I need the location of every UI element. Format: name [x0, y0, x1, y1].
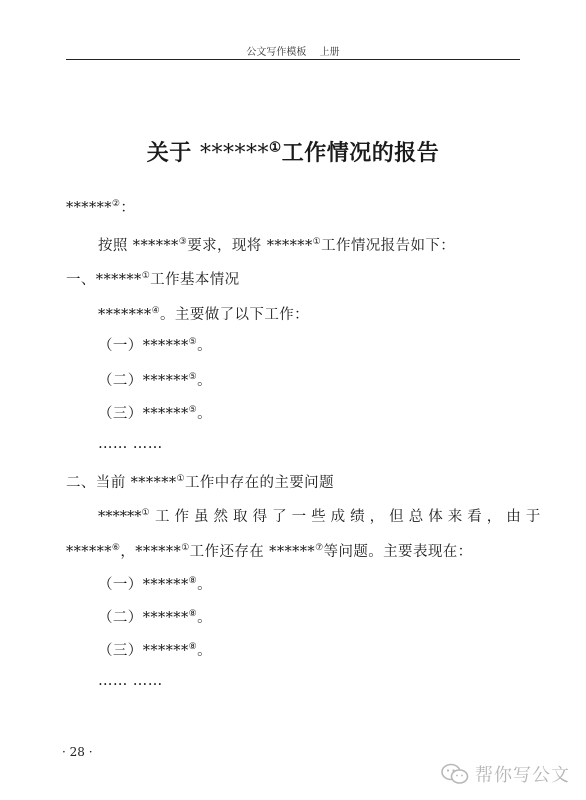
watermark-text: 帮你写公文 [475, 765, 570, 786]
justified-char: 工 [154, 509, 170, 525]
footnote-mark: ① [181, 543, 190, 554]
title-footnote-mark: ① [268, 139, 282, 156]
footnote-mark: ⑥ [111, 543, 121, 554]
line-text: 等问题。主要表现在： [323, 544, 473, 560]
body-line [98, 436, 163, 452]
line-text: 。 [197, 338, 212, 354]
body-line [98, 673, 163, 689]
line-text: 。 [197, 406, 212, 422]
footnote-mark: ① [141, 271, 151, 282]
body-line [98, 402, 212, 423]
footnote-mark: ① [312, 237, 322, 248]
justified-char: 得 [252, 509, 268, 525]
body-line [66, 471, 334, 492]
line-text: 二、当前 ****** [66, 475, 177, 491]
page-number: · 28 · [62, 745, 93, 759]
footnote-mark: ⑦ [315, 543, 324, 554]
body-line [66, 268, 240, 289]
justified-char: 看 [467, 509, 482, 525]
footnote-mark: ⑤ [188, 337, 198, 348]
line-text: 。 [197, 643, 212, 659]
line-text: （二）****** [98, 610, 189, 626]
header-book-title: 公文写作模板 [246, 47, 307, 58]
footnote-mark: ② [111, 199, 121, 210]
running-header [0, 43, 586, 58]
title-prefix: 关于 [146, 140, 200, 166]
footnote-mark: ⑤ [188, 372, 198, 383]
footnote-mark: ⑧ [188, 576, 198, 587]
justified-char: 然 [213, 509, 229, 525]
line-text: （三）****** [98, 643, 189, 659]
watermark [441, 761, 570, 787]
justified-char: 由 [506, 509, 521, 525]
body-line [66, 196, 135, 217]
line-text: ******* [98, 307, 152, 323]
justified-char: 但 [389, 509, 404, 525]
justified-char: ， [369, 509, 385, 525]
line-text: （一）****** [98, 338, 189, 354]
body-line [98, 573, 212, 594]
line-text: 工作还存在 ****** [189, 544, 316, 560]
justified-char: 体 [428, 509, 443, 525]
line-text: 。 [197, 373, 212, 389]
line-text: 按照 ****** [98, 238, 179, 254]
justified-char: 一 [291, 509, 307, 525]
justified-char: 些 [311, 509, 326, 525]
body-line [98, 303, 309, 324]
justified-char: 成 [330, 509, 346, 525]
body-line [98, 606, 212, 627]
justified-char: 绩 [350, 509, 365, 525]
body-line [98, 234, 455, 255]
justified-char: 于 [525, 509, 541, 525]
justified-char: ， [486, 509, 502, 525]
footnote-mark: ③ [178, 237, 188, 248]
header-volume: 上册 [319, 47, 340, 58]
line-text: 。 [197, 577, 212, 593]
justified-char: 作 [174, 509, 189, 525]
line-text: ****** [66, 200, 112, 216]
wechat-icon [441, 763, 469, 785]
line-text: 工作中存在的主要问题 [184, 475, 334, 491]
footnote-mark: ④ [151, 306, 161, 317]
line-text: （二）****** [98, 373, 189, 389]
justified-line-mark: ① [141, 508, 150, 519]
line-text: 一、****** [66, 272, 142, 288]
title-suffix: 工作情况的报告 [281, 140, 440, 166]
justified-char: 来 [447, 509, 463, 525]
footnote-mark: ⑤ [188, 405, 198, 416]
line-text: 要求，现将 ****** [187, 238, 313, 254]
title-mask: ****** [199, 141, 269, 166]
line-text: …… …… [98, 436, 163, 452]
line-text: 。 [197, 610, 212, 626]
line-text: ： [120, 200, 136, 216]
line-text: 工作基本情况 [150, 272, 240, 288]
body-line [98, 639, 212, 660]
justified-char: 了 [272, 509, 287, 525]
justified-char: 虽 [194, 509, 209, 525]
line-text: 工作情况报告如下： [321, 238, 456, 254]
justified-line-lead: ****** [98, 509, 142, 525]
line-text: ，****** [120, 544, 182, 560]
line-text: ****** [66, 544, 112, 560]
line-text: 。主要做了以下工作： [160, 307, 310, 323]
justified-text-line [98, 505, 541, 526]
line-text: （一）****** [98, 577, 189, 593]
footnote-mark: ① [176, 474, 185, 485]
body-line [66, 540, 473, 561]
body-line [98, 369, 212, 390]
body-line [98, 334, 212, 355]
line-text: …… …… [98, 673, 163, 689]
document-title [0, 136, 586, 167]
footnote-mark: ⑧ [188, 642, 198, 653]
header-rule [66, 59, 520, 60]
line-text: （三）****** [98, 406, 189, 422]
footnote-mark: ⑧ [188, 609, 198, 620]
justified-char: 总 [408, 509, 424, 525]
justified-char: 取 [233, 509, 248, 525]
